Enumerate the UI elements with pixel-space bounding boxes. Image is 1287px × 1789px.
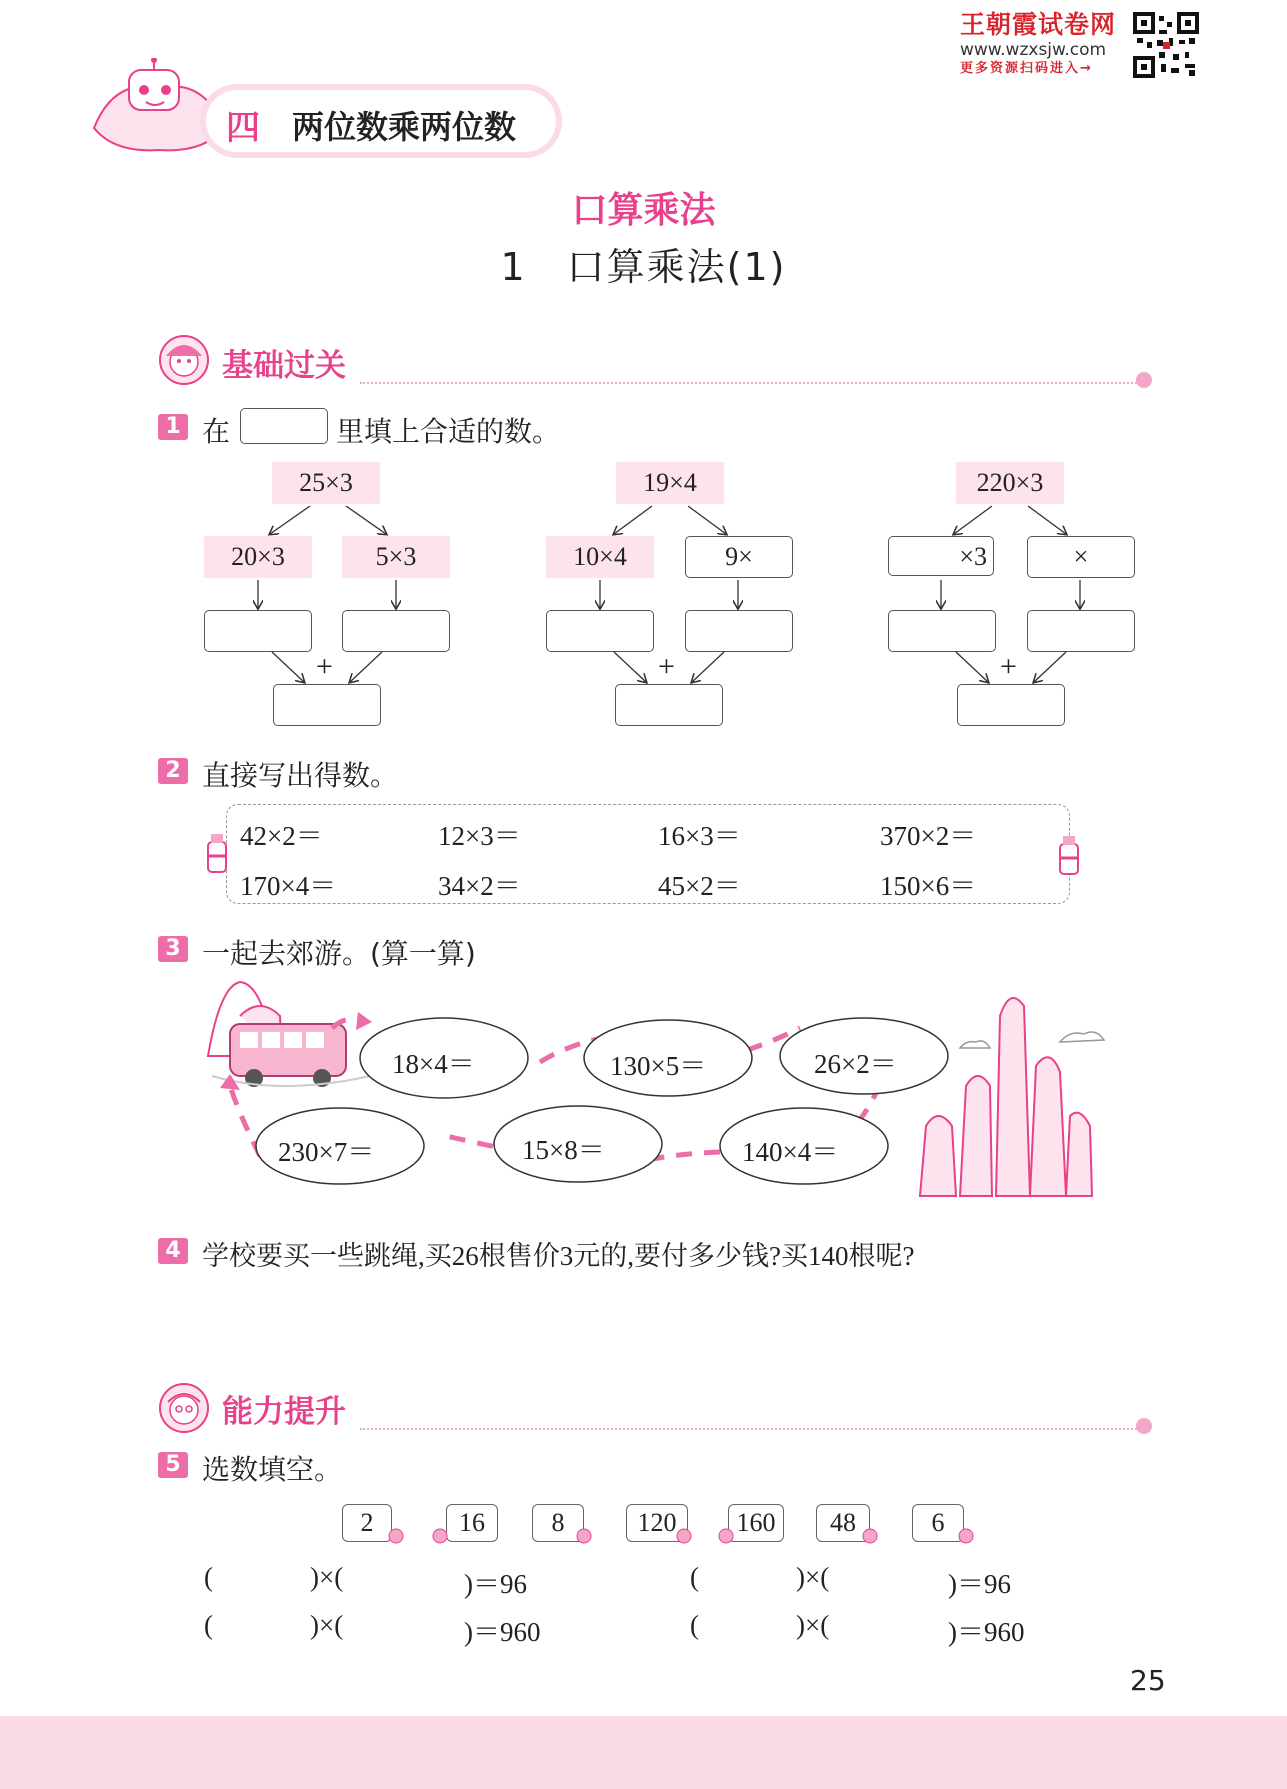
- question-text: 在: [202, 415, 231, 448]
- question-number: 3: [158, 936, 188, 962]
- question-text: 里填上合适的数。: [336, 415, 561, 448]
- question-number: 2: [158, 758, 188, 784]
- flower-decorations: [0, 1516, 1287, 1552]
- brand-url[interactable]: www.wzxsjw.com: [960, 40, 1107, 60]
- tree-right: 5×3: [342, 536, 450, 578]
- option-chip[interactable]: 160: [728, 1504, 784, 1542]
- blank-times[interactable]: )×(: [310, 1610, 344, 1640]
- oval-equation: 230×7＝: [278, 1137, 375, 1167]
- blank-lparen[interactable]: (: [204, 1562, 213, 1592]
- bus-icon: [212, 1024, 370, 1087]
- option-chip[interactable]: 8: [532, 1504, 584, 1542]
- equation: 16×3＝: [658, 821, 741, 851]
- plus-sign: +: [316, 650, 333, 683]
- blank-times[interactable]: )×(: [310, 1562, 344, 1592]
- blank-result: )＝96: [464, 1569, 527, 1599]
- footer-band: [0, 1716, 1287, 1789]
- blank-lparen[interactable]: (: [690, 1610, 699, 1640]
- oval-equation: 18×4＝: [392, 1049, 475, 1079]
- equation: 34×2＝: [438, 871, 521, 901]
- tree-top: 25×3: [272, 462, 380, 504]
- blank-times[interactable]: )×(: [796, 1562, 830, 1592]
- option-chip[interactable]: 48: [816, 1504, 870, 1542]
- tree-left: 20×3: [204, 536, 312, 578]
- blank-result: )＝96: [948, 1569, 1011, 1599]
- oval-equation: 26×2＝: [814, 1049, 897, 1079]
- band-basic-title: 基础过关: [222, 348, 346, 384]
- chapter-title: 两位数乘两位数: [292, 108, 517, 146]
- tree-top: 220×3: [956, 462, 1064, 504]
- option-chip[interactable]: 2: [342, 1504, 392, 1542]
- tree-right[interactable]: ×: [1027, 536, 1135, 578]
- equation: 370×2＝: [880, 821, 977, 851]
- flower-icon: [1136, 1418, 1152, 1434]
- plus-sign: +: [658, 650, 675, 683]
- question-number: 1: [158, 414, 188, 440]
- question-text: 直接写出得数。: [202, 759, 399, 792]
- tree-arrows: [0, 0, 1287, 760]
- question-text: 一起去郊游。(算一算): [202, 937, 476, 970]
- boy-mascot-icon: [158, 1382, 210, 1434]
- brand-slogan: 更多资源扫码进入→: [960, 61, 1093, 76]
- option-chip[interactable]: 16: [446, 1504, 498, 1542]
- equation: 45×2＝: [658, 871, 741, 901]
- equation: 12×3＝: [438, 821, 521, 851]
- option-chip[interactable]: 120: [626, 1504, 688, 1542]
- brand-name: 王朝霞试卷网: [960, 10, 1117, 39]
- question-text: 选数填空。: [202, 1453, 343, 1486]
- section-title: 口算乘法: [571, 190, 716, 231]
- milk-bottle-icon: [200, 830, 234, 876]
- oval-equation: 140×4＝: [742, 1137, 839, 1167]
- milk-bottle-icon: [1052, 832, 1086, 878]
- page-number: 25: [1130, 1664, 1166, 1697]
- oval-equation: 130×5＝: [610, 1051, 707, 1081]
- question-number: 4: [158, 1238, 188, 1264]
- lesson-title: 1 口算乘法(1): [500, 245, 787, 289]
- equation: 150×6＝: [880, 871, 977, 901]
- oval-equation: 15×8＝: [522, 1135, 605, 1165]
- blank-lparen[interactable]: (: [204, 1610, 213, 1640]
- blank-result: )＝960: [464, 1617, 541, 1647]
- tree-left[interactable]: ×3: [888, 536, 994, 576]
- blank-result: )＝960: [948, 1617, 1025, 1647]
- plus-sign: +: [1000, 650, 1017, 683]
- tree-left: 10×4: [546, 536, 654, 578]
- equation: 170×4＝: [240, 871, 337, 901]
- option-chip[interactable]: 6: [912, 1504, 964, 1542]
- outing-path-illustration: [200, 976, 1130, 1206]
- blank-times[interactable]: )×(: [796, 1610, 830, 1640]
- chapter-number: 四: [226, 108, 260, 148]
- blank-lparen[interactable]: (: [690, 1562, 699, 1592]
- divider: [360, 1428, 1140, 1430]
- question-number: 5: [158, 1452, 188, 1478]
- tree-right[interactable]: 9×: [685, 536, 793, 578]
- band-advanced-title: 能力提升: [222, 1394, 346, 1430]
- question-text: 学校要买一些跳绳,买26根售价3元的,要付多少钱?买140根呢?: [202, 1241, 915, 1271]
- equation: 42×2＝: [240, 821, 323, 851]
- tree-top: 19×4: [616, 462, 724, 504]
